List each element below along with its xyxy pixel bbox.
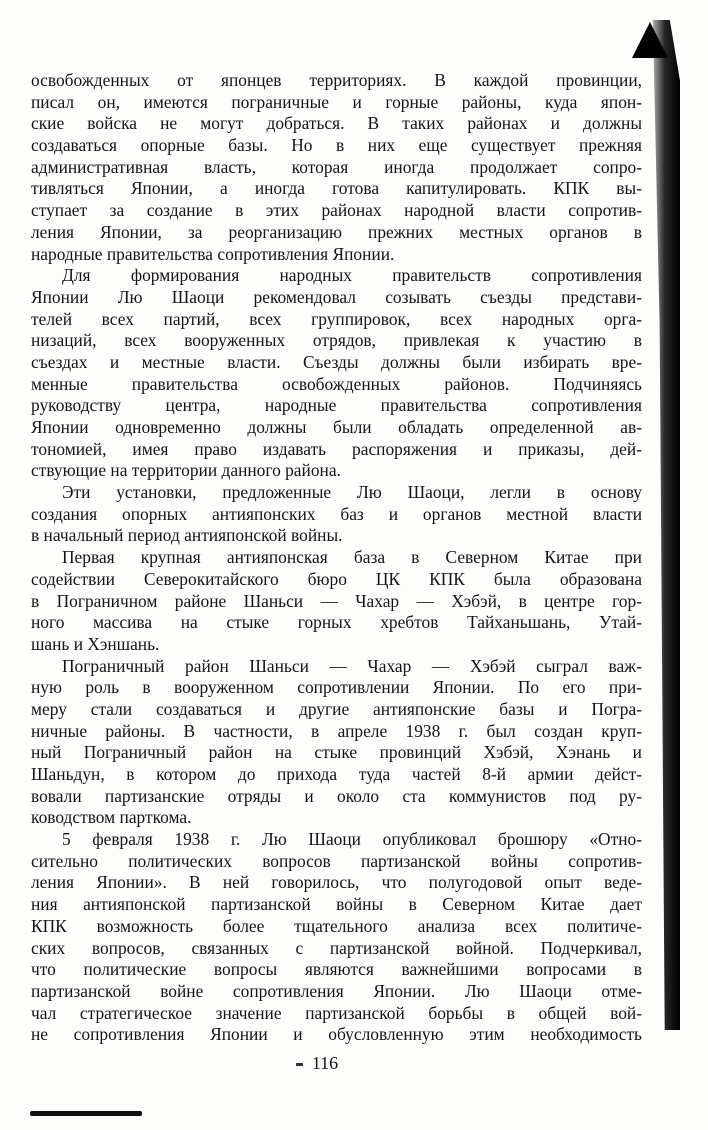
text-line: меру стали создаваться и другие антияпонские базы и Погра- [31, 698, 642, 719]
text-line: ный Пограничный район на стыке провинций Хэбэй, Хэнань и [31, 742, 642, 763]
body-text [31, 70, 642, 1046]
text-line: телей всех партий, всех группировок, всех народных орга- [31, 308, 642, 329]
text-line: ления Японии, за реорганизацию прежних местных органов в [31, 221, 642, 242]
text-line: административная власть, которая иногда продолжает сопро- [31, 156, 642, 177]
text-line: Для формирования народных правительств сопротивления [62, 265, 642, 286]
scan-edge-shadow [646, 20, 680, 1030]
text-line: ничные районы. В частности, в апреле 1938 г. был создан круп- [31, 720, 642, 741]
text-line: вовали партизанские отряды и около ста коммунистов под ру- [31, 785, 642, 806]
text-line: ствующие на территории данного района. [31, 460, 341, 481]
text-line: партизанской войне сопротивления Японии. Лю Шаоци отме- [31, 980, 642, 1001]
text-line: создания опорных антияпонских баз и органов местной власти [31, 503, 642, 524]
text-line: низаций, всех вооруженных отрядов, привлекая к участию в [31, 330, 642, 351]
text-line: в начальный период антияпонской войны. [31, 525, 343, 546]
text-line: руководству центра, народные правительства сопротивления [31, 395, 642, 416]
text-line: 5 февраля 1938 г. Лю Шаоци опубликовал брошюру «Отно- [62, 829, 642, 850]
text-line: Эти установки, предложенные Лю Шаоци, легли в основу [62, 482, 642, 503]
text-line: ступает за создание в этих районах народной власти сопротив- [31, 200, 642, 221]
text-line: ния антияпонской партизанской войны в Северном Китае дает [31, 894, 642, 915]
page-number: 116 [311, 1053, 339, 1073]
text-line: менные правительства освобожденных районов. Подчиняясь [31, 373, 642, 394]
text-line: тивляться Японии, а иногда готова капитулировать. КПК вы- [31, 178, 642, 199]
text-line: Пограничный район Шаньси — Чахар — Хэбэй сыграл важ- [62, 655, 642, 676]
text-line: освобожденных от японцев территориях. В каждой провинции, [31, 70, 642, 90]
text-line: в Пограничном районе Шаньси — Чахар — Хэбэй, в центре гор- [31, 590, 642, 611]
text-line: сительно политических вопросов партизанской войны сопротив- [31, 850, 642, 871]
text-line: не сопротивления Японии и обусловленную этим необходимость [31, 1024, 642, 1045]
text-line: шань и Хэншань. [31, 633, 160, 654]
text-line: ную роль в вооруженном сопротивлении Японии. По его при- [31, 677, 642, 698]
text-line: содействии Северокитайского бюро ЦК КПК была образована [31, 568, 642, 589]
scan-edge-shadow-tip [632, 22, 668, 58]
text-line: тономией, имея право издавать распоряжения и приказы, дей- [31, 438, 642, 459]
text-line: народные правительства сопротивления Японии. [31, 243, 395, 264]
text-line: Японии Лю Шаоци рекомендовал созывать съезды представи- [31, 286, 642, 307]
text-line: ских вопросов, связанных с партизанской войной. Подчеркивал, [31, 937, 642, 958]
text-line: что политические вопросы являются важнейшими вопросами в [31, 959, 642, 980]
text-line: Японии одновременно должны были обладать определенной ав- [31, 417, 642, 437]
text-line: создаваться опорные базы. Но в них еще существует прежняя [31, 135, 642, 156]
text-line: Шаньдун, в котором до прихода туда частей 8-й армии дейст- [31, 764, 642, 784]
text-line: съездах и местные власти. Съезды должны были избирать вре- [31, 351, 642, 372]
text-line: ного массива на стыке горных хребтов Тайханьшань, Утай- [31, 612, 642, 633]
text-line: ские войска не могут добраться. В таких районах и должны [31, 113, 642, 134]
text-line: ления Японии». В ней говорилось, что полугодовой опыт веде- [31, 872, 642, 893]
text-line: чал стратегическое значение партизанской борьбы в общей вой- [31, 1002, 642, 1023]
scan-artifact-bar [30, 1111, 142, 1116]
text-line: Первая крупная антияпонская база в Северном Китае при [62, 547, 642, 568]
text-line: КПК возможность более тщательного анализа всех политиче- [31, 915, 642, 936]
text-line: ководством парткома. [31, 807, 192, 828]
text-line: писал он, имеются пограничные и горные районы, куда япон- [31, 91, 642, 112]
